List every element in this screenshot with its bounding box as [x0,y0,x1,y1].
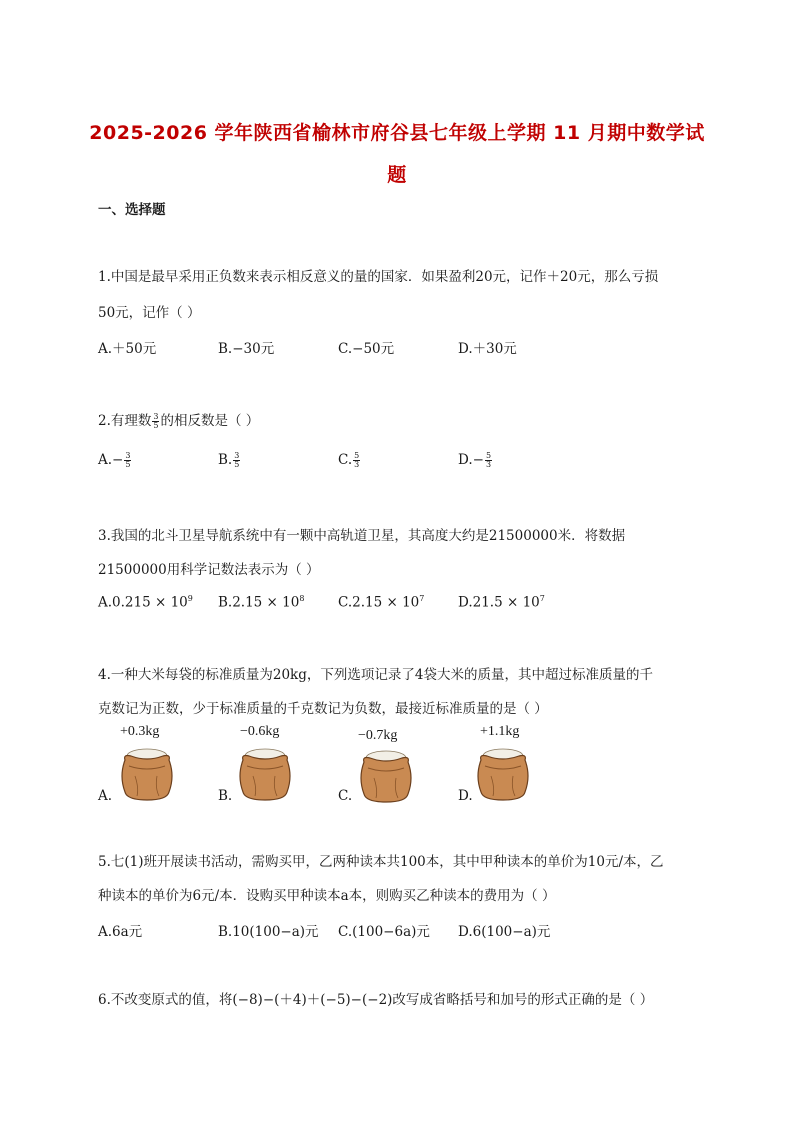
question-3-line2: 21500000用科学记数法表示为（ ） [98,562,320,578]
question-5-line2: 种读本的单价为6元/本．设购买甲种读本a本，则购买乙种读本的费用为（ ） [98,888,556,904]
question-1-option-b: B.−30元 [218,341,275,357]
question-1-option-d: D.＋30元 [458,341,517,357]
question-4-option-a: A. [98,788,113,804]
question-1-line1: 1.中国是最早采用正负数来表示相反意义的量的国家．如果盈利20元，记作＋20元，那么亏损 [98,269,659,285]
rice-bag-b-image [235,746,295,802]
question-2-option-d: D.− $\frac{5}{3}$ [458,451,492,469]
rice-bag-d-weight: +1.1kg [480,724,520,739]
question-2-option-c: C. $\frac{5}{3}$ [338,451,360,469]
question-4-option-c: C. [338,788,353,804]
section-heading: 一、选择题 [98,202,166,218]
rice-bag-c-weight: −0.7kg [358,728,398,743]
question-5-line1: 5.七(1)班开展读书活动，需购买甲，乙两种读本共100本，其中甲种读本的单价为10元/本，乙 [98,854,664,870]
question-5-option-d: D.6(100−a)元 [458,924,551,940]
rice-bag-c-image [356,748,416,804]
question-3-option-c: $C.2.15 \times 10^7$ [338,594,425,611]
document-title-line1: 2025-2026 学年陕西省榆林市府谷县七年级上学期 11 月期中数学试 [89,122,705,144]
rice-bag-a-weight: +0.3kg [120,724,160,739]
rice-bag-b-weight: −0.6kg [240,724,280,739]
question-2-stem [98,409,259,430]
question-5-option-a: A.6a元 [98,924,143,940]
question-2-option-a: A.− $\frac{3}{5}$ [98,451,131,469]
question-2-fraction: $\frac{3}{5}$ [153,412,159,430]
question-2-option-b: B. $\frac{3}{5}$ [218,451,240,469]
question-3-line1: 3.我国的北斗卫星导航系统中有一颗中高轨道卫星，其高度大约是21500000米．将数据 [98,528,626,544]
document-title-line2: 题 [387,164,407,186]
question-5-option-c: C.(100−6a)元 [338,924,430,940]
question-2-prefix: 2.有理数 [98,413,152,429]
rice-bag-a-image [117,746,177,802]
question-6-line1: 6.不改变原式的值，将(−8)−(＋4)＋(−5)−(−2)改写成省略括号和加号的形式正确的是（ ） [98,992,654,1008]
rice-bag-d-image [473,746,533,802]
question-1-option-c: C.−50元 [338,341,395,357]
question-4-line1: 4.一种大米每袋的标准质量为20kg，下列选项记录了4袋大米的质量，其中超过标准质量的千 [98,667,653,683]
question-1-line2: 50元，记作（ ） [98,305,201,321]
question-3-option-a: $A.0.215 \times 10^9$ [98,594,193,611]
question-5-option-b: B.10(100−a)元 [218,924,319,940]
question-3-option-b: $B.2.15 \times 10^8$ [218,594,305,611]
question-4-option-d: D. [458,788,473,804]
question-2-suffix: 的相反数是（ ） [160,413,260,429]
question-1-option-a: A.＋50元 [98,341,157,357]
question-4-option-b: B. [218,788,233,804]
question-4-line2: 克数记为正数，少于标准质量的千克数记为负数，最接近标准质量的是（ ） [98,701,548,717]
question-3-option-d: $D.21.5 \times 10^7$ [458,594,545,611]
